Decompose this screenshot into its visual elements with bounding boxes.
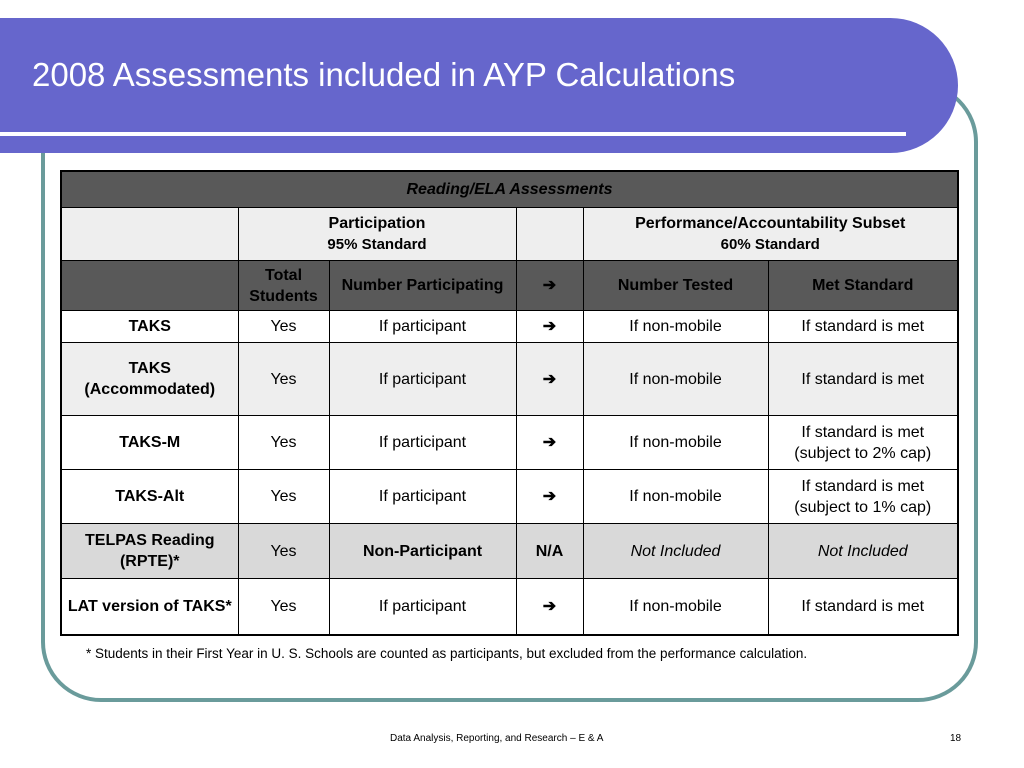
table-row: [61, 416, 958, 470]
row-assessment-name: TAKS-Alt: [61, 470, 238, 524]
row-total-students: Yes: [238, 524, 329, 579]
row-met-standard: If standard is met (subject to 2% cap): [768, 416, 958, 470]
assessments-table: [60, 170, 959, 636]
row-assessment-name: TAKS: [61, 311, 238, 343]
participation-group: [238, 208, 516, 261]
arrow-right-icon: ➔: [516, 416, 583, 470]
arrow-right-icon: ➔: [516, 311, 583, 343]
performance-label: Performance/Accountability Subset: [635, 215, 906, 232]
row-met-standard: If standard is met (subject to 1% cap): [768, 470, 958, 524]
row-total-students: Yes: [238, 311, 329, 343]
arrow-right-icon: ➔: [516, 470, 583, 524]
row-assessment-name: TAKS-M: [61, 416, 238, 470]
page-number: 18: [950, 733, 962, 744]
column-header-number-participating: Number Participating: [329, 261, 516, 311]
row-total-students: Yes: [238, 579, 329, 635]
table-row: [61, 470, 958, 524]
slide-title: 2008 Assessments included in AYP Calculations: [32, 56, 736, 93]
column-header-empty: [61, 261, 238, 311]
performance-standard: 60% Standard: [720, 236, 820, 253]
row-assessment-name: TELPAS Reading (RPTE)*: [61, 524, 238, 579]
row-met-standard: Not Included: [768, 524, 958, 579]
table-row: [61, 343, 958, 416]
group-header-row: [61, 208, 958, 261]
column-header-total-students: Total Students: [238, 261, 329, 311]
row-number-tested: If non-mobile: [583, 416, 768, 470]
row-number-tested: If non-mobile: [583, 343, 768, 416]
row-na-value: N/A: [516, 524, 583, 579]
row-number-tested: If non-mobile: [583, 470, 768, 524]
row-assessment-name: LAT version of TAKS*: [61, 579, 238, 635]
performance-group: [583, 208, 958, 261]
table-row: [61, 524, 958, 579]
row-number-participating: If participant: [329, 343, 516, 416]
row-total-students: Yes: [238, 470, 329, 524]
row-met-standard: If standard is met: [768, 311, 958, 343]
row-met-standard: If standard is met: [768, 579, 958, 635]
group-empty-cell: [61, 208, 238, 261]
row-number-participating: If participant: [329, 416, 516, 470]
title-rule: [0, 132, 906, 136]
row-number-participating: If participant: [329, 470, 516, 524]
column-header-met-standard: Met Standard: [768, 261, 958, 311]
footer-text: Data Analysis, Reporting, and Research – E & A: [390, 733, 604, 744]
table-header-row: [61, 171, 958, 208]
row-total-students: Yes: [238, 416, 329, 470]
row-number-participating: If participant: [329, 579, 516, 635]
row-number-tested: If non-mobile: [583, 311, 768, 343]
participation-standard: 95% Standard: [327, 236, 427, 253]
arrow-right-icon: ➔: [516, 343, 583, 416]
participation-label: Participation: [328, 215, 426, 232]
row-met-standard: If standard is met: [768, 343, 958, 416]
table-row: [61, 579, 958, 635]
column-header-number-tested: Number Tested: [583, 261, 768, 311]
table-header: Reading/ELA Assessments: [61, 171, 958, 208]
arrow-right-icon: ➔: [516, 261, 583, 311]
column-header-row: [61, 261, 958, 311]
group-empty-cell: [516, 208, 583, 261]
arrow-right-icon: ➔: [516, 579, 583, 635]
row-number-participating: If participant: [329, 311, 516, 343]
footnote: * Students in their First Year in U. S. Schools are counted as participants, but excluded from the performance calculation.: [86, 646, 808, 661]
row-number-tested: If non-mobile: [583, 579, 768, 635]
row-assessment-name: TAKS (Accommodated): [61, 343, 238, 416]
table-row: [61, 311, 958, 343]
row-number-participating: Non-Participant: [329, 524, 516, 579]
row-total-students: Yes: [238, 343, 329, 416]
row-number-tested: Not Included: [583, 524, 768, 579]
